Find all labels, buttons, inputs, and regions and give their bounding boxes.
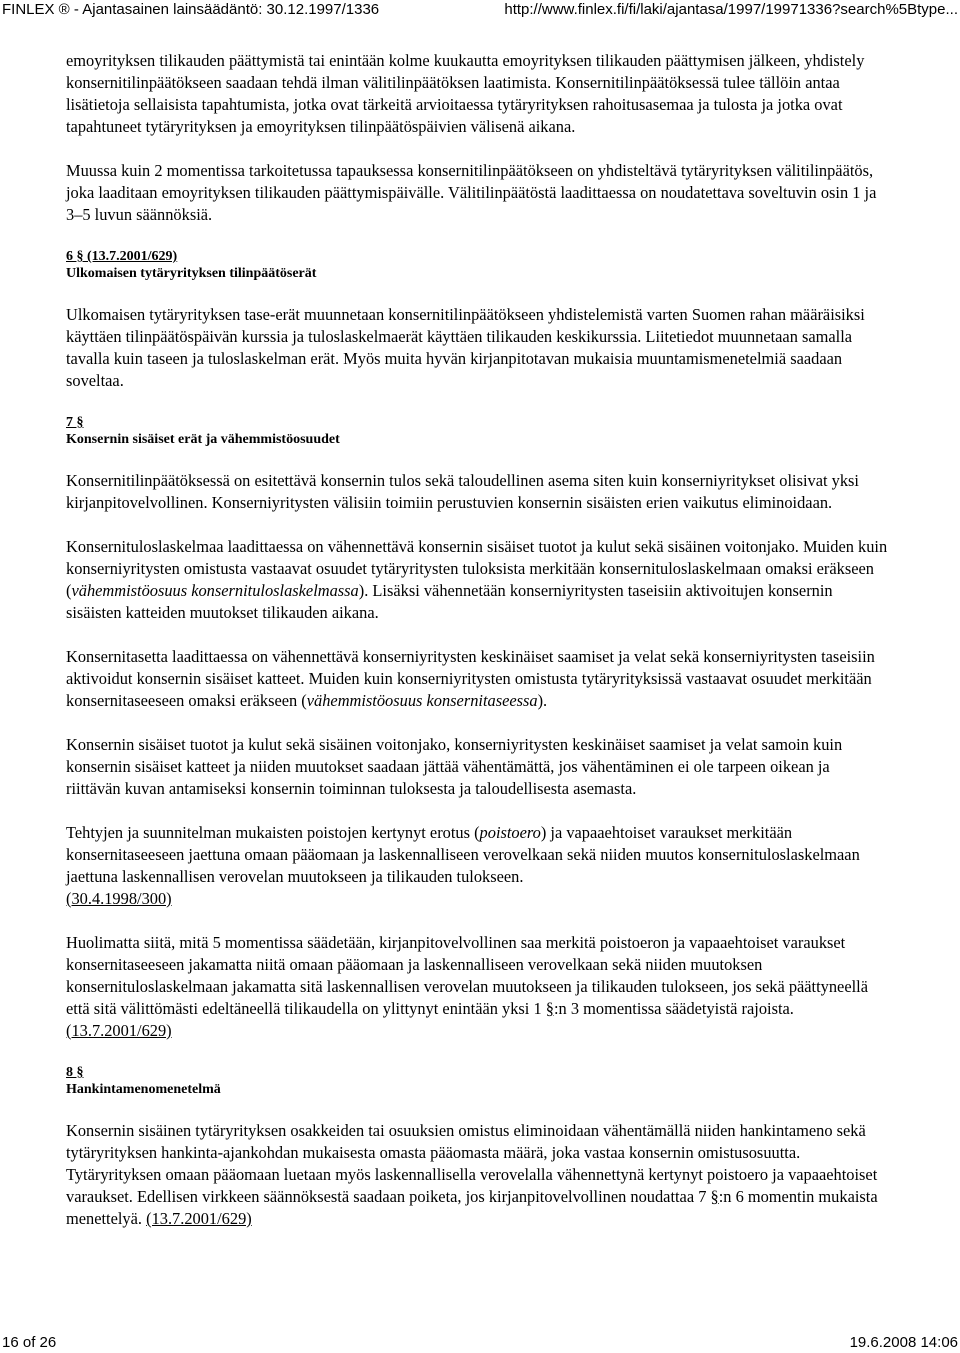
section-number[interactable]: 6 § (13.7.2001/629) [66, 249, 178, 264]
section-link[interactable]: § [545, 999, 554, 1018]
section-title: Hankintamenomenetelmä [66, 1082, 221, 1097]
paragraph: Huolimatta siitä, mitä 5 momentissa säädetään, kirjanpitovelvollinen saa merkitä poistoeron ja vapaaehtoiset varaukset konsernitaseeseen jakamatta niitä omaan pääomaan ja laskennalliseen verovelkaan sekä niiden muutoksen konsernituloslaskelmaan jakamatta sitä laskennallisen verovelan muutokseen ja tilikauden tulokseen, jos sekä päättyneellä että sitä välittömästi edeltäneellä tilikaudella on ylittynyt enintään yksi 1 §:n 3 momentissa säädetyistä rajoista. (13.7.2001/629) [66, 933, 868, 1040]
amendment-link[interactable]: (30.4.1998/300) [66, 889, 172, 908]
document-title: FINLEX ® - Ajantasainen lainsäädäntö: 30.12.1997/1336 [2, 1, 380, 18]
paragraph: Konsernituloslaskelmaa laadittaessa on vähennettävä konsernin sisäiset tuotot ja kulut sekä sisäinen voitonjako. Muiden kuin konserniyritysten omistusta vastaavat osuudet tytäryritysten tuloksista merkitään konsernituloslaskelmaan omaksi eräkseen (vähemmistöosuus konsernituloslaskelmassa). Lisäksi vähennetään konserniyritysten taseisiin aktivoitujen konsernin sisäisten katteiden muutokset tilikauden aikana. [66, 537, 888, 622]
section-title: Ulkomaisen tytäryrityksen tilinpäätöserät [66, 266, 317, 281]
print-footer [0, 1333, 960, 1353]
paragraph: Konsernin sisäiset tuotot ja kulut sekä sisäinen voitonjako, konserniyritysten keskinäiset saamiset ja velat samoin kuin konsernin sisäiset katteet ja niiden muutokset saadaan jättää vähentämättä, jos vähentäminen ei ole tarpeen oikean ja riittävän kuvan antamiseksi konsernin toiminnan tuloksesta ja taloudellisesta asemasta. [66, 735, 843, 798]
section-7 [66, 414, 888, 1042]
amendment-link[interactable]: (13.7.2001/629) [87, 249, 178, 264]
amendment-link[interactable]: (13.7.2001/629) [146, 1209, 252, 1228]
section-number[interactable]: 8 § [66, 1065, 84, 1080]
paragraph: Ulkomaisen tytäryrityksen tase-erät muunnetaan konsernitilinpäätökseen yhdistelemistä varten Suomen rahan määräisiksi käyttäen tilinpäätöspäivän kurssia ja tuloslaskelmaerät käyttäen tilikauden keskikurssia. Liitetiedot muunnetaan samalla tavalla kuin taseen ja tuloslaskelman erät. Myös muita hyvän kirjanpitotavan mukaisia muuntamismenetelmiä saadaan soveltaa. [66, 305, 865, 390]
print-datetime: 19.6.2008 14:06 [849, 1334, 958, 1351]
section-number[interactable]: 7 § [66, 415, 84, 430]
paragraph: emoyrityksen tilikauden päättymistä tai enintään kolme kuukautta emoyrityksen tilikauden päättymisen jälkeen, yhdistely konsernitilinpäätökseen saadaan tehdä ilman välitilinpäätöksen laatimista. Konsernitilinpäätöksessä tulee tällöin antaa lisätietoja sellaisista tapahtumista, jotka ovat tärkeitä arvioitaessa tytäryrityksen rahoitusasemaa ja tulosta ja jotka ovat tapahtuneet tytäryrityksen ja emoyrityksen tilinpäätöspäivien välisenä aikana. [66, 51, 865, 136]
section-6 [66, 248, 888, 392]
paragraph: Konsernin sisäinen tytäryrityksen osakkeiden tai osuuksien omistus eliminoidaan vähentämällä niiden hankintameno sekä tytäryrityksen hankinta-ajankohdan mukaisesta omasta pääomasta määrä, joka vastaa konsernin omistusosuutta. Tytäryrityksen omaan pääomaan luetaan myös laskennallisella verovelalla vähennettynä kertynyt poistoero ja vapaaehtoiset varaukset. Edellisen virkkeen säännöksestä saadaan poiketa, jos kirjanpitovelvollinen noudattaa 7 §:n 6 momentin mukaista menettelyä. (13.7.2001/629) [66, 1121, 878, 1228]
document-url: http://www.finlex.fi/fi/laki/ajantasa/1997/19971336?search%5Btype... [504, 1, 958, 18]
paragraph: Konsernitilinpäätöksessä on esitettävä konsernin tulos sekä taloudellinen asema siten kuin konserniyritykset olisivat yksi kirjanpitovelvollinen. Konserniyritysten välisiin toimiin perustuvien konsernin sisäisten erien vaikutus eliminoidaan. [66, 471, 859, 512]
paragraph: Tehtyjen ja suunnitelman mukaisten poistojen kertynyt erotus (poistoero) ja vapaaehtoiset varaukset merkitään konsernitaseeseen jaettuna omaan pääomaan ja laskennalliseen verovelkaan sekä niiden muutos konsernituloslaskelmaan jaettuna laskennallisen verovelan muutokseen ja tilikauden tulokseen. (30.4.1998/300) [66, 823, 860, 908]
section-link[interactable]: § [710, 1187, 719, 1206]
section-title: Konsernin sisäiset erät ja vähemmistöosuudet [66, 432, 340, 447]
paragraph: Konsernitasetta laadittaessa on vähennettävä konserniyritysten keskinäiset saamiset ja velat sekä konserniyritysten taseisiin aktivoidut konsernin sisäiset katteet. Muiden kuin konserniyritysten omistusta tytäryrityksissä vastaavat osuudet merkitään konsernitaseeseen omaksi eräkseen (vähemmistöosuus konsernitaseessa). [66, 647, 875, 710]
paragraph: Muussa kuin 2 momentissa tarkoitetussa tapauksessa konsernitilinpäätökseen on yhdisteltävä tytäryrityksen välitilinpäätös, joka laaditaan emoyrityksen tilikauden päättymispäivälle. Välitilinpäätöstä laadittaessa on noudatettava soveltuvin osin 1 ja 3–5 luvun säännöksiä. [66, 161, 877, 224]
print-header [0, 0, 960, 20]
document-body [66, 50, 888, 1252]
amendment-link[interactable]: (13.7.2001/629) [66, 1021, 172, 1040]
page-number: 16 of 26 [2, 1334, 57, 1351]
section-8 [66, 1064, 888, 1230]
